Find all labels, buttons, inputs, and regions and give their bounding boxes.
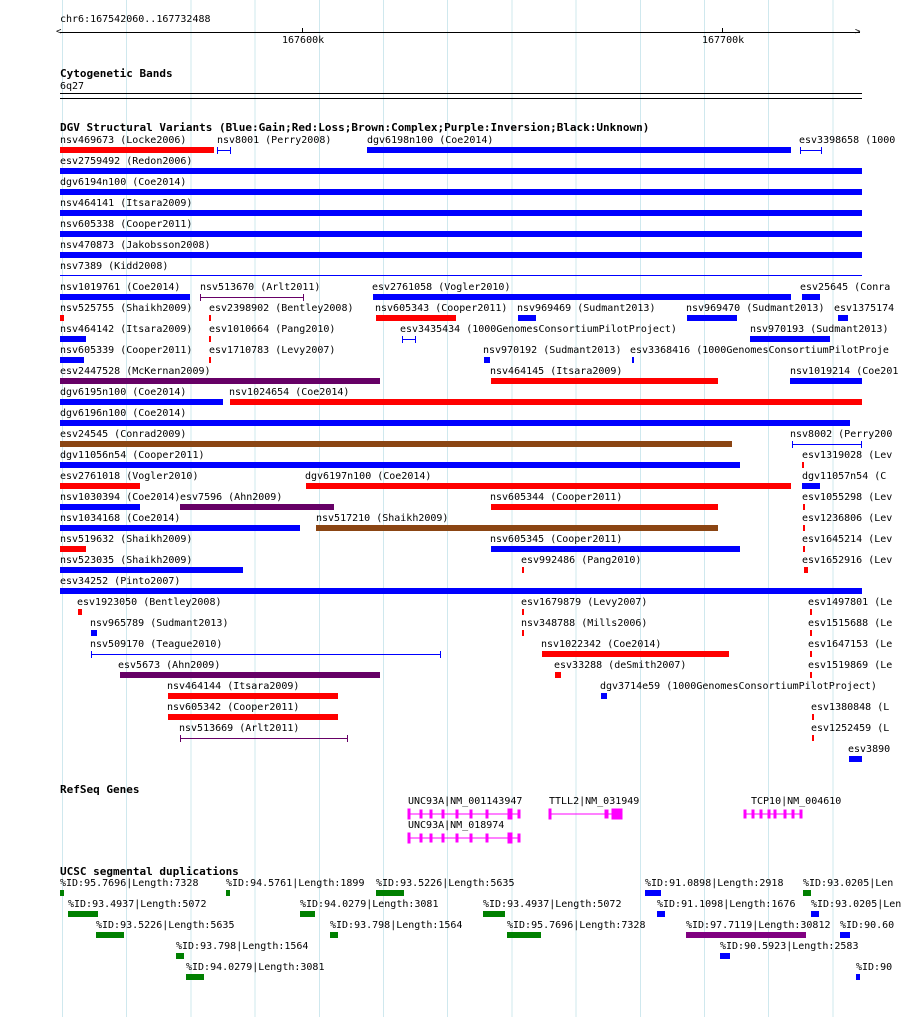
- dgv-feature-bar[interactable]: [802, 462, 804, 468]
- dgv-feature-label[interactable]: nsv464145 (Itsara2009): [490, 366, 623, 377]
- dgv-feature-label[interactable]: nsv464144 (Itsara2009): [167, 681, 300, 692]
- dgv-feature-label[interactable]: dgv11056n54 (Cooper2011): [60, 450, 205, 461]
- dgv-feature-label[interactable]: nsv605345 (Cooper2011): [490, 534, 623, 545]
- segdup-feature-label[interactable]: %ID:90: [856, 962, 893, 973]
- track-title-cytobands[interactable]: Cytogenetic Bands: [60, 67, 173, 80]
- dgv-feature-label[interactable]: esv1515688 (Le: [808, 618, 893, 629]
- dgv-feature-bar-end: [415, 336, 416, 343]
- dgv-feature-bar[interactable]: [802, 483, 820, 489]
- exon-icon: [800, 810, 802, 818]
- dgv-feature-label[interactable]: esv992486 (Pang2010): [521, 555, 642, 566]
- exon-icon: [744, 810, 746, 818]
- dgv-feature-bar[interactable]: [491, 378, 718, 384]
- dgv-feature-bar[interactable]: [217, 150, 231, 151]
- dgv-feature-label[interactable]: nsv8001 (Perry2008): [217, 135, 332, 146]
- dgv-feature-label[interactable]: esv25645 (Conra: [800, 282, 891, 293]
- dgv-feature-label[interactable]: nsv1024654 (Coe2014): [229, 387, 350, 398]
- dgv-feature-bar[interactable]: [209, 336, 211, 342]
- dgv-feature-bar[interactable]: [60, 231, 862, 237]
- segdup-feature-label[interactable]: %ID:94.5761|Length:1899: [226, 878, 365, 889]
- segdup-feature-label[interactable]: %ID:94.0279|Length:3081: [300, 899, 439, 910]
- dgv-feature-bar[interactable]: [522, 609, 524, 615]
- dgv-feature-bar[interactable]: [60, 275, 862, 276]
- dgv-feature-label[interactable]: nsv970193 (Sudmant2013): [750, 324, 889, 335]
- dgv-feature-label[interactable]: esv3368416 (1000GenomesConsortiumPilotProje: [630, 345, 889, 356]
- dgv-feature-bar[interactable]: [373, 294, 791, 300]
- dgv-feature-bar-end: [402, 336, 403, 343]
- exon-icon: [774, 810, 776, 818]
- segdup-feature-label[interactable]: %ID:91.1098|Length:1676: [657, 899, 796, 910]
- exon-icon: [456, 810, 458, 818]
- dgv-feature-bar[interactable]: [60, 252, 862, 258]
- dgv-feature-label[interactable]: nsv523035 (Shaikh2009): [60, 555, 193, 566]
- dgv-feature-label[interactable]: nsv519632 (Shaikh2009): [60, 534, 193, 545]
- exon-icon: [486, 834, 488, 842]
- dgv-feature-bar[interactable]: [812, 714, 814, 720]
- dgv-feature-bar[interactable]: [200, 297, 304, 298]
- dgv-feature-label[interactable]: esv33288 (deSmith2007): [554, 660, 687, 671]
- dgv-feature-bar[interactable]: [230, 399, 862, 405]
- dgv-feature-bar[interactable]: [120, 672, 380, 678]
- dgv-feature-label[interactable]: esv1375174: [834, 303, 895, 314]
- segdup-feature-bar[interactable]: [645, 890, 661, 896]
- dgv-feature-bar[interactable]: [810, 651, 812, 657]
- exon-icon: [456, 834, 458, 842]
- dgv-feature-label[interactable]: dgv11057n54 (C: [802, 471, 887, 482]
- segdup-feature-bar[interactable]: [657, 911, 665, 917]
- dgv-feature-label[interactable]: esv3398658 (1000: [799, 135, 896, 146]
- dgv-feature-label[interactable]: esv5673 (Ahn2009): [118, 660, 221, 671]
- ruler-right-arrow: >: [855, 27, 861, 37]
- segdup-feature-bar[interactable]: [186, 974, 204, 980]
- segdup-feature-bar[interactable]: [300, 911, 315, 917]
- dgv-feature-label[interactable]: esv1652916 (Lev: [802, 555, 893, 566]
- segdup-feature-label[interactable]: %ID:90.60: [840, 920, 895, 931]
- dgv-feature-label[interactable]: nsv1022342 (Coe2014): [541, 639, 662, 650]
- exon-icon: [508, 809, 512, 819]
- dgv-feature-bar-end: [861, 441, 862, 448]
- dgv-feature-bar[interactable]: [800, 150, 822, 151]
- segdup-feature-label[interactable]: %ID:90.5923|Length:2583: [720, 941, 859, 952]
- dgv-feature-bar[interactable]: [60, 399, 223, 405]
- exon-icon: [792, 810, 794, 818]
- dgv-feature-bar[interactable]: [803, 504, 805, 510]
- segdup-feature-bar[interactable]: [60, 890, 64, 896]
- exon-icon: [420, 834, 422, 842]
- exon-icon: [784, 810, 786, 818]
- dgv-feature-label[interactable]: nsv513669 (Arlt2011): [179, 723, 300, 734]
- exon-icon: [549, 809, 551, 819]
- dgv-feature-label[interactable]: dgv6194n100 (Coe2014): [60, 177, 187, 188]
- dgv-feature-label[interactable]: esv1055298 (Lev: [802, 492, 893, 503]
- dgv-feature-bar[interactable]: [60, 441, 732, 447]
- dgv-feature-label[interactable]: esv1519869 (Le: [808, 660, 893, 671]
- dgv-feature-label[interactable]: dgv6197n100 (Coe2014): [305, 471, 432, 482]
- dgv-feature-bar[interactable]: [306, 483, 791, 489]
- dgv-feature-label[interactable]: esv2759492 (Redon2006): [60, 156, 193, 167]
- segdup-feature-label[interactable]: %ID:93.4937|Length:5072: [483, 899, 622, 910]
- dgv-feature-bar[interactable]: [803, 525, 805, 531]
- locus-label: chr6:167542060..167732488: [60, 14, 211, 25]
- dgv-feature-bar[interactable]: [60, 336, 86, 342]
- dgv-feature-label[interactable]: nsv513670 (Arlt2011): [200, 282, 321, 293]
- exon-icon: [420, 810, 422, 818]
- exon-icon: [518, 810, 520, 818]
- ruler-tick-label: 167700k: [702, 35, 745, 46]
- dgv-feature-bar[interactable]: [168, 714, 338, 720]
- dgv-feature-bar-end: [200, 294, 201, 301]
- dgv-feature-label[interactable]: nsv1034168 (Coe2014): [60, 513, 181, 524]
- dgv-feature-bar[interactable]: [402, 339, 416, 340]
- dgv-feature-label[interactable]: nsv517210 (Shaikh2009): [316, 513, 449, 524]
- dgv-feature-bar[interactable]: [60, 420, 850, 426]
- segdup-feature-label[interactable]: %ID:95.7696|Length:7328: [507, 920, 646, 931]
- segdup-feature-label[interactable]: %ID:93.0205|Len: [811, 899, 901, 910]
- dgv-feature-label[interactable]: esv2761058 (Vogler2010): [372, 282, 511, 293]
- dgv-feature-bar[interactable]: [60, 147, 214, 153]
- dgv-feature-bar[interactable]: [209, 315, 211, 321]
- exon-icon: [508, 833, 512, 843]
- exon-icon: [442, 810, 444, 818]
- dgv-feature-bar[interactable]: [60, 525, 300, 531]
- dgv-feature-label[interactable]: nsv969469 (Sudmant2013): [517, 303, 656, 314]
- dgv-feature-label[interactable]: nsv605344 (Cooper2011): [490, 492, 623, 503]
- segdup-feature-label[interactable]: %ID:93.798|Length:1564: [176, 941, 309, 952]
- dgv-feature-label[interactable]: esv1645214 (Lev: [802, 534, 893, 545]
- dgv-feature-bar[interactable]: [810, 672, 812, 678]
- dgv-feature-bar[interactable]: [790, 378, 862, 384]
- dgv-feature-bar[interactable]: [60, 378, 380, 384]
- dgv-feature-bar[interactable]: [60, 168, 862, 174]
- dgv-feature-bar-end: [91, 651, 92, 658]
- segdup-feature-bar[interactable]: [483, 911, 505, 917]
- dgv-feature-bar[interactable]: [491, 504, 718, 510]
- dgv-feature-bar[interactable]: [60, 210, 862, 216]
- segdup-feature-bar[interactable]: [720, 953, 730, 959]
- dgv-feature-label[interactable]: esv1380848 (L: [811, 702, 890, 713]
- dgv-feature-label[interactable]: dgv6198n100 (Coe2014): [367, 135, 494, 146]
- ruler-tick-label: 167600k: [282, 35, 325, 46]
- dgv-feature-label[interactable]: nsv1019214 (Coe201: [790, 366, 899, 377]
- dgv-feature-bar[interactable]: [810, 630, 812, 636]
- dgv-feature-label[interactable]: esv3435434 (1000GenomesConsortiumPilotProject): [400, 324, 677, 335]
- dgv-feature-bar[interactable]: [522, 567, 524, 573]
- dgv-feature-label[interactable]: esv34252 (Pinto2007): [60, 576, 181, 587]
- dgv-feature-bar[interactable]: [802, 294, 820, 300]
- dgv-feature-label[interactable]: esv1319028 (Lev: [802, 450, 893, 461]
- dgv-feature-bar[interactable]: [60, 357, 84, 363]
- dgv-feature-bar-end: [821, 147, 822, 154]
- segdup-feature-bar[interactable]: [507, 932, 541, 938]
- dgv-feature-label[interactable]: esv7596 (Ahn2009): [180, 492, 283, 503]
- segdup-feature-label[interactable]: %ID:91.0898|Length:2918: [645, 878, 784, 889]
- dgv-feature-bar-end: [303, 294, 304, 301]
- dgv-feature-label[interactable]: nsv605339 (Cooper2011): [60, 345, 193, 356]
- ruler-left-arrow: <: [56, 27, 62, 37]
- dgv-feature-bar[interactable]: [60, 294, 190, 300]
- exon-icon: [430, 834, 432, 842]
- segdup-feature-label[interactable]: %ID:97.7119|Length:30812: [686, 920, 831, 931]
- dgv-feature-label[interactable]: esv2447528 (McKernan2009): [60, 366, 211, 377]
- segdup-feature-bar[interactable]: [811, 911, 819, 917]
- dgv-feature-bar[interactable]: [60, 546, 86, 552]
- segdup-feature-bar[interactable]: [803, 890, 811, 896]
- dgv-feature-label[interactable]: esv1236806 (Lev: [802, 513, 893, 524]
- exon-icon: [612, 809, 622, 819]
- segdup-feature-bar[interactable]: [68, 911, 98, 917]
- dgv-feature-label[interactable]: nsv605343 (Cooper2011): [375, 303, 508, 314]
- dgv-feature-label[interactable]: nsv470873 (Jakobsson2008): [60, 240, 211, 251]
- segdup-feature-bar[interactable]: [686, 932, 806, 938]
- dgv-feature-bar-end: [217, 147, 218, 154]
- exon-icon: [605, 810, 608, 818]
- refseq-gene-label[interactable]: UNC93A|NM_001143947: [408, 796, 523, 807]
- dgv-feature-bar[interactable]: [555, 672, 561, 678]
- dgv-feature-bar[interactable]: [601, 693, 607, 699]
- dgv-feature-bar[interactable]: [60, 504, 140, 510]
- dgv-feature-label[interactable]: esv1647153 (Le: [808, 639, 893, 650]
- dgv-feature-bar[interactable]: [180, 504, 334, 510]
- exon-icon: [768, 810, 770, 818]
- dgv-feature-bar[interactable]: [632, 357, 634, 363]
- exon-icon: [470, 834, 472, 842]
- dgv-feature-bar[interactable]: [60, 567, 243, 573]
- refseq-gene-label[interactable]: TCP10|NM_004610: [751, 796, 842, 807]
- track-title-dgv[interactable]: DGV Structural Variants (Blue:Gain;Red:Loss;Brown:Complex;Purple:Inversion;Black:Unknown): [60, 121, 650, 134]
- dgv-feature-bar-end: [180, 735, 181, 742]
- dgv-feature-bar[interactable]: [60, 483, 140, 489]
- dgv-feature-bar[interactable]: [367, 147, 791, 153]
- track-title-segdups[interactable]: UCSC segmental duplications: [60, 865, 239, 878]
- dgv-feature-label[interactable]: nsv1019761 (Coe2014): [60, 282, 181, 293]
- dgv-feature-label[interactable]: esv1923050 (Bentley2008): [77, 597, 222, 608]
- dgv-feature-label[interactable]: esv1010664 (Pang2010): [209, 324, 336, 335]
- dgv-feature-bar-end: [800, 147, 801, 154]
- dgv-feature-label[interactable]: nsv1030394 (Coe2014): [60, 492, 181, 503]
- dgv-feature-label[interactable]: dgv6195n100 (Coe2014): [60, 387, 187, 398]
- cytoband-label: 6q27: [60, 81, 85, 92]
- dgv-feature-bar[interactable]: [522, 630, 524, 636]
- segdup-feature-label[interactable]: %ID:93.798|Length:1564: [330, 920, 463, 931]
- track-title-refseq[interactable]: RefSeq Genes: [60, 783, 140, 796]
- exon-icon: [442, 834, 444, 842]
- dgv-feature-label[interactable]: nsv469673 (Locke2006): [60, 135, 187, 146]
- dgv-feature-label[interactable]: dgv6196n100 (Coe2014): [60, 408, 187, 419]
- segdup-feature-bar[interactable]: [226, 890, 230, 896]
- refseq-gene-label[interactable]: UNC93A|NM_018974: [408, 820, 505, 831]
- dgv-feature-bar[interactable]: [209, 357, 211, 363]
- dgv-feature-bar[interactable]: [60, 189, 862, 195]
- dgv-feature-bar[interactable]: [60, 315, 64, 321]
- segdup-feature-bar[interactable]: [330, 932, 338, 938]
- dgv-feature-bar[interactable]: [168, 693, 338, 699]
- dgv-feature-label[interactable]: nsv965789 (Sudmant2013): [90, 618, 229, 629]
- dgv-feature-bar[interactable]: [180, 738, 348, 739]
- dgv-feature-bar-end: [792, 441, 793, 448]
- dgv-feature-label[interactable]: nsv525755 (Shaikh2009): [60, 303, 193, 314]
- segdup-feature-bar[interactable]: [840, 932, 850, 938]
- dgv-feature-label[interactable]: esv3890: [848, 744, 891, 755]
- dgv-feature-label[interactable]: nsv605338 (Cooper2011): [60, 219, 193, 230]
- dgv-feature-label[interactable]: nsv969470 (Sudmant2013): [686, 303, 825, 314]
- segdup-feature-bar[interactable]: [96, 932, 124, 938]
- dgv-feature-bar-end: [440, 651, 441, 658]
- exon-icon: [430, 810, 432, 818]
- dgv-feature-bar[interactable]: [316, 525, 718, 531]
- dgv-feature-bar[interactable]: [838, 315, 848, 321]
- dgv-feature-bar[interactable]: [491, 546, 740, 552]
- dgv-feature-label[interactable]: nsv348788 (Mills2006): [521, 618, 648, 629]
- exon-icon: [470, 810, 472, 818]
- dgv-feature-label[interactable]: esv1710783 (Levy2007): [209, 345, 336, 356]
- dgv-feature-bar[interactable]: [687, 315, 737, 321]
- dgv-feature-bar[interactable]: [542, 651, 729, 657]
- dgv-feature-label[interactable]: dgv3714e59 (1000GenomesConsortiumPilotProject): [600, 681, 877, 692]
- dgv-feature-bar[interactable]: [376, 315, 456, 321]
- dgv-feature-bar[interactable]: [60, 462, 740, 468]
- dgv-feature-label[interactable]: nsv970192 (Sudmant2013): [483, 345, 622, 356]
- dgv-feature-label[interactable]: esv2761018 (Vogler2010): [60, 471, 199, 482]
- exon-icon: [752, 810, 754, 818]
- dgv-feature-label[interactable]: nsv7389 (Kidd2008): [60, 261, 169, 272]
- exon-icon: [486, 810, 488, 818]
- segdup-feature-bar[interactable]: [376, 890, 404, 896]
- dgv-feature-bar[interactable]: [91, 630, 97, 636]
- dgv-feature-label[interactable]: esv1252459 (L: [811, 723, 890, 734]
- dgv-feature-bar[interactable]: [849, 756, 862, 762]
- dgv-feature-label[interactable]: nsv464142 (Itsara2009): [60, 324, 193, 335]
- segdup-feature-bar[interactable]: [176, 953, 184, 959]
- exon-icon: [408, 809, 410, 819]
- segdup-feature-label[interactable]: %ID:94.0279|Length:3081: [186, 962, 325, 973]
- dgv-feature-label[interactable]: esv1679879 (Levy2007): [521, 597, 648, 608]
- segdup-feature-label[interactable]: %ID:93.4937|Length:5072: [68, 899, 207, 910]
- dgv-feature-bar[interactable]: [60, 588, 862, 594]
- dgv-feature-bar[interactable]: [804, 567, 808, 573]
- refseq-gene-label[interactable]: TTLL2|NM_031949: [549, 796, 640, 807]
- dgv-feature-label[interactable]: esv2398902 (Bentley2008): [209, 303, 354, 314]
- dgv-feature-label[interactable]: nsv464141 (Itsara2009): [60, 198, 193, 209]
- segdup-feature-bar[interactable]: [856, 974, 860, 980]
- dgv-feature-label[interactable]: nsv509170 (Teague2010): [90, 639, 223, 650]
- dgv-feature-bar[interactable]: [792, 444, 862, 445]
- dgv-feature-bar[interactable]: [518, 315, 536, 321]
- dgv-feature-bar[interactable]: [91, 654, 441, 655]
- exon-icon: [518, 834, 520, 842]
- segdup-feature-label[interactable]: %ID:93.5226|Length:5635: [376, 878, 515, 889]
- exon-icon: [408, 833, 410, 843]
- segdup-feature-label[interactable]: %ID:95.7696|Length:7328: [60, 878, 199, 889]
- dgv-feature-label[interactable]: esv24545 (Conrad2009): [60, 429, 187, 440]
- dgv-feature-bar[interactable]: [484, 357, 490, 363]
- dgv-feature-bar[interactable]: [810, 609, 812, 615]
- dgv-feature-bar[interactable]: [812, 735, 814, 741]
- dgv-feature-bar-end: [347, 735, 348, 742]
- dgv-feature-label[interactable]: esv1497801 (Le: [808, 597, 893, 608]
- dgv-feature-label[interactable]: nsv8002 (Perry200: [790, 429, 893, 440]
- dgv-feature-bar[interactable]: [803, 546, 805, 552]
- segdup-feature-label[interactable]: %ID:93.0205|Len: [803, 878, 894, 889]
- dgv-feature-bar[interactable]: [78, 609, 82, 615]
- dgv-feature-label[interactable]: nsv605342 (Cooper2011): [167, 702, 300, 713]
- dgv-feature-bar-end: [230, 147, 231, 154]
- exon-icon: [760, 810, 762, 818]
- segdup-feature-label[interactable]: %ID:93.5226|Length:5635: [96, 920, 235, 931]
- dgv-feature-bar[interactable]: [750, 336, 830, 342]
